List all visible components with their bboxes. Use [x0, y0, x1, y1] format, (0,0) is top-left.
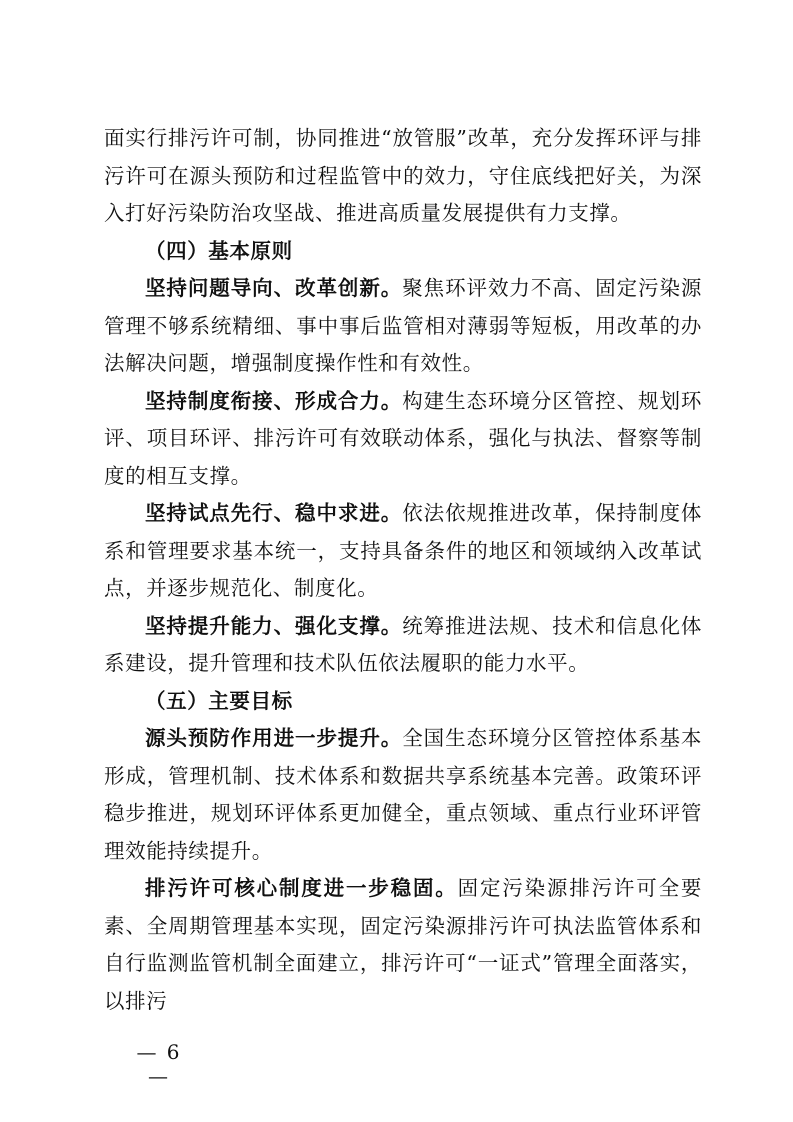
goal-text-2: 固定污染源排污许可全要素、全周期管理基本实现，固定污染源排污许可执法监管体系和自行监测监管机制全面建立，排污许可“一证式”管理全面落实，以排污 — [104, 876, 702, 1013]
goal-lead-2: 排污许可核心制度进一步稳固。 — [145, 876, 458, 900]
section-heading-goals: （五）主要目标 — [145, 688, 293, 713]
goal-paragraph-1 — [104, 720, 702, 870]
goal-lead-1: 源头预防作用进一步提升。 — [145, 726, 403, 750]
goal-text-1: 全国生态环境分区管控体系基本形成，管理机制、技术体系和数据共享系统基本完善。政策环评稳步推进，规划环评体系更加健全，重点领域、重点行业环评管理效能持续提升。 — [104, 726, 702, 863]
principle-paragraph-2 — [104, 383, 702, 496]
intro-paragraph: 面实行排污许可制，协同推进“放管服”改革，充分发挥环评与排污许可在源头预防和过程监管中的效力，守住底线把好关，为深入打好污染防治攻坚战、推进高质量发展提供有力支撑。 — [104, 126, 702, 225]
document-body — [104, 120, 702, 1020]
principle-lead-3: 坚持试点先行、稳中求进。 — [145, 501, 403, 525]
principle-lead-1: 坚持问题导向、改革创新。 — [145, 276, 403, 300]
principle-paragraph-4 — [104, 608, 702, 683]
principle-paragraph-1 — [104, 270, 702, 383]
principle-text-4: 统筹推进法规、技术和信息化体系建设，提升管理和技术队伍依法履职的能力水平。 — [104, 613, 702, 675]
principle-lead-2: 坚持制度衔接、形成合力。 — [145, 388, 403, 413]
principle-lead-4: 坚持提升能力、强化支撑。 — [145, 613, 403, 638]
principle-paragraph-3 — [104, 495, 702, 608]
principle-text-2: 构建生态环境分区管控、规划环评、项目环评、排污许可有效联动体系，强化与执法、督察等制度的相互支撑。 — [104, 388, 702, 488]
section-heading-principles: （四）基本原则 — [145, 238, 293, 263]
goal-paragraph-2 — [104, 870, 702, 1020]
page-number: — 6 — — [136, 1040, 182, 1088]
principle-text-3: 依法依规推进改革，保持制度体系和管理要求基本统一，支持具备条件的地区和领域纳入改革试点，并逐步规范化、制度化。 — [104, 501, 702, 600]
principle-text-1: 聚焦环评效力不高、固定污染源管理不够系统精细、事中事后监管相对薄弱等短板，用改革的办法解决问题，增强制度操作性和有效性。 — [104, 276, 702, 375]
